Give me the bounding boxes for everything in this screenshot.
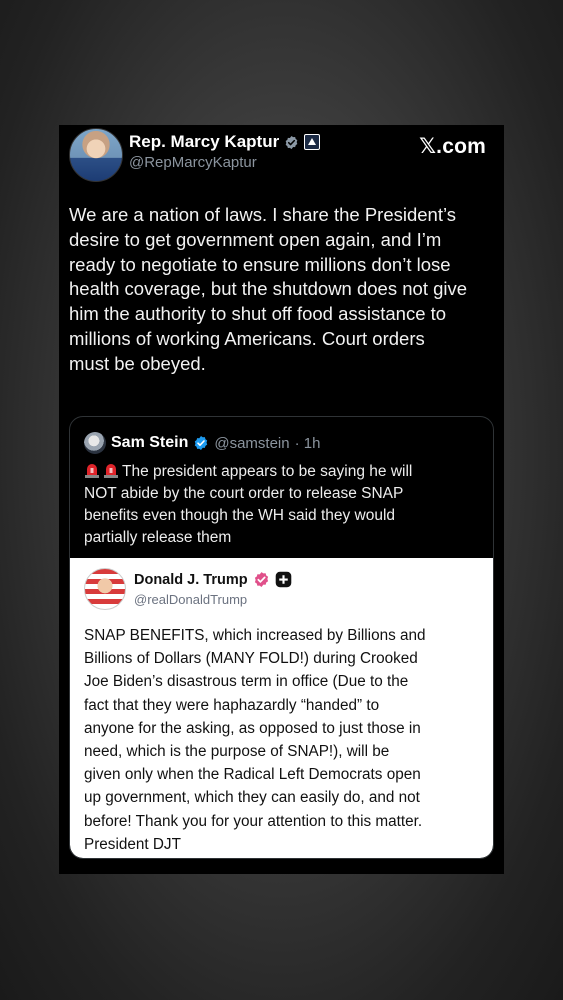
- embedded-author-avatar[interactable]: [84, 568, 126, 610]
- author-name-row: [129, 132, 320, 152]
- author-display-name[interactable]: Rep. Marcy Kaptur: [129, 132, 280, 151]
- post-header: [69, 128, 494, 180]
- x-com-brand: 𝕏.com: [419, 135, 486, 158]
- government-affiliation-icon: [304, 134, 320, 150]
- quoted-author-name[interactable]: Sam Stein: [111, 434, 189, 451]
- embedded-author-name[interactable]: Donald J. Trump: [134, 571, 248, 588]
- verified-badge-icon: [253, 571, 270, 588]
- quoted-post-text-block: [84, 461, 484, 549]
- quoted-author-avatar[interactable]: [84, 432, 106, 454]
- quoted-author-handle[interactable]: @samstein: [214, 434, 290, 452]
- post-screenshot-card: [59, 125, 504, 874]
- author-handle[interactable]: @RepMarcyKaptur: [129, 154, 257, 171]
- quoted-post[interactable]: [69, 416, 494, 859]
- embedded-author-handle[interactable]: @realDonaldTrump: [134, 592, 248, 607]
- verified-badge-icon: [193, 435, 209, 451]
- post-text: We are a nation of laws. I share the President’s desire to get government open again, and I’m ready to negotiate to ensure millions don’t lose health coverage, but the shutdown does not give him the authority to shut off food assistance to millions of working Americans. Court orders must be obeyed.: [69, 204, 468, 374]
- plus-badge-icon: [275, 571, 292, 588]
- embedded-post-text: SNAP BENEFITS, which increased by Billions and Billions of Dollars (MANY FOLD!) during Crooked Joe Biden’s disastrous term in office (Due to the fact that they were haphazardly “handed” to anyone for the asking, as opposed to just those in need, which is the purpose of SNAP!), will be given only when the Radical Left Democrats open up government, which they can easily do, and not before! Thank you for your attention to this matter. President DJT: [84, 627, 426, 853]
- quoted-post-header: [84, 432, 320, 454]
- embedded-name-row: [134, 571, 292, 588]
- siren-icon: [103, 461, 119, 479]
- embedded-truth-post[interactable]: [70, 558, 493, 858]
- quoted-post-time: · 1h: [294, 434, 321, 452]
- author-avatar[interactable]: [69, 128, 123, 182]
- quoted-post-text: The president appears to be saying he will NOT abide by the court order to release SNAP benefits even though the WH said they would partially release them: [84, 463, 413, 546]
- siren-icon: [84, 461, 100, 479]
- verified-badge-icon: [284, 135, 299, 150]
